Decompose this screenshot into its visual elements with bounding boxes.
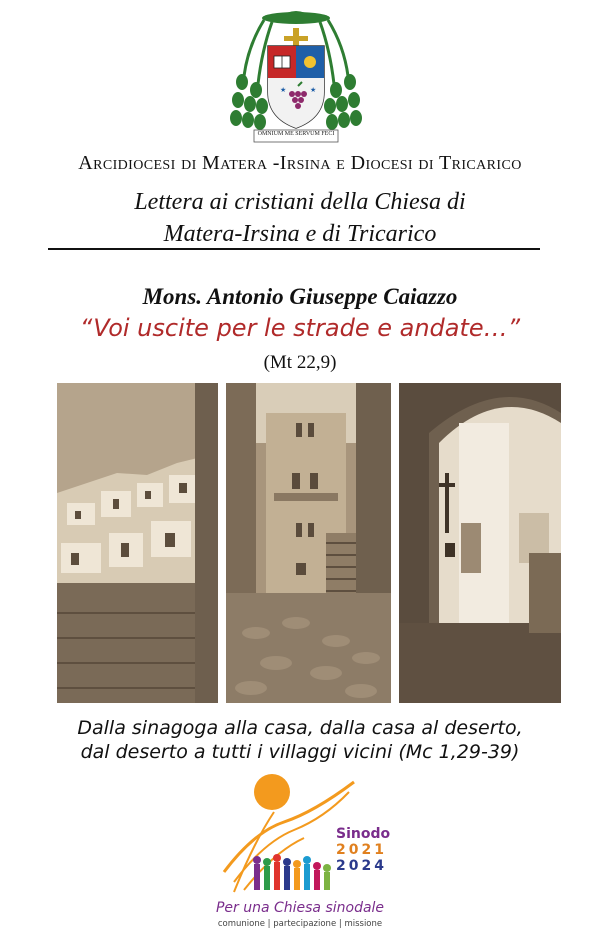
caption-line2: dal deserto a tutti i villaggi vicini (Mc 1,29-39) xyxy=(80,741,520,763)
synod-word: Sinodo xyxy=(336,826,391,842)
synod-tagline: Per una Chiesa sinodale xyxy=(215,900,385,916)
synagogue-facade-photo xyxy=(226,383,391,703)
coat-of-arms-icon xyxy=(228,6,364,146)
letter-title-line1: Lettera ai cristiani della Chiesa di xyxy=(134,189,466,215)
letter-title-line2: Matera-Irsina e di Tricarico xyxy=(163,221,437,247)
caption-line1: Dalla sinagoga alla casa, dalla casa al deserto, xyxy=(77,717,523,739)
coat-of-arms xyxy=(228,6,364,146)
svg-text:★: ★ xyxy=(310,86,317,94)
synod-year-start: 2021 xyxy=(336,842,387,858)
letter-title xyxy=(0,186,600,250)
svg-text:★: ★ xyxy=(280,86,287,94)
photo-caption xyxy=(0,716,600,764)
diocese-name: Arcidiocesi di Matera -Irsina e Diocesi di Tricarico xyxy=(78,152,522,174)
divider-rule xyxy=(48,248,540,250)
synod-subtitle: comunione | partecipazione | missione xyxy=(217,919,383,929)
quote-reference: (Mt 22,9) xyxy=(263,352,337,373)
title-quote: “Voi uscite per le strade e andate…” xyxy=(79,314,521,342)
arched-alley-photo xyxy=(399,383,561,703)
author-name: Mons. Antonio Giuseppe Caiazzo xyxy=(142,284,458,309)
sassi-houses-photo xyxy=(57,383,218,703)
coat-of-arms-motto: OMNIUM ME SERVUM FECI xyxy=(257,131,335,137)
synod-year-end: 2024 xyxy=(336,858,387,874)
